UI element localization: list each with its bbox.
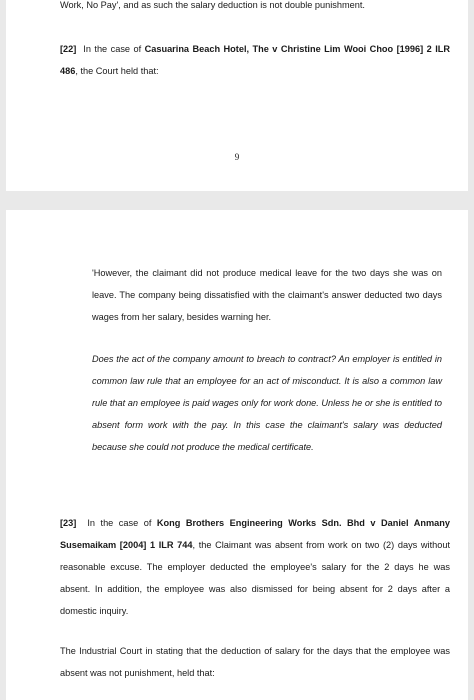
quote-paragraph-2: Does the act of the company amount to breach to contract? An employer is entitled in common law rule that an employee for an act of misconduct. It is also a common law rule that an employee is paid wages only for work done. Unless he or she is entitled to absent form work with the pay. In this case the claimant's salary was deducted because she could not produce the medical certificate. xyxy=(92,354,442,452)
paragraph-intro: In the case of xyxy=(83,44,145,54)
paragraph-number: [22] xyxy=(60,44,77,54)
paragraph-outro: , the Claimant was absent from work on two (2) days without reasonable excuse. The employer deducted the employee's salary for the 2 days he was absent. In addition, the employee was also dismissed for being absent for 2 days after a domestic inquiry. xyxy=(60,540,450,616)
paragraph-22 xyxy=(60,38,450,82)
case-citation: Kong Brothers Engineering Works Sdn. Bhd v Daniel Anmany Susemaikam [2004] 1 ILR 744 xyxy=(60,518,450,550)
paragraph-number: [23] xyxy=(60,518,77,528)
document-page-top xyxy=(6,0,468,191)
paragraph-continuation: Work, No Pay', and as such the salary deduction is not double punishment. xyxy=(60,0,365,10)
case-citation: Casuarina Beach Hotel, The v Christine Lim Wooi Choo [1996] 2 ILR 486 xyxy=(60,44,450,76)
paragraph-outro: , the Court held that: xyxy=(75,66,159,76)
quote-paragraph-1: 'However, the claimant did not produce medical leave for the two days she was on leave. The company being dissatisfied with the claimant's answer deducted two days wages from her salary, besides warning her. xyxy=(92,268,442,322)
page-number: 9 xyxy=(234,152,240,162)
paragraph-intro: In the case of xyxy=(87,518,157,528)
paragraph-23 xyxy=(60,512,450,622)
document-page-bottom xyxy=(6,210,468,700)
paragraph-court-statement: The Industrial Court in stating that the deduction of salary for the days that the employee was absent was not punishment, held that: xyxy=(60,646,450,678)
